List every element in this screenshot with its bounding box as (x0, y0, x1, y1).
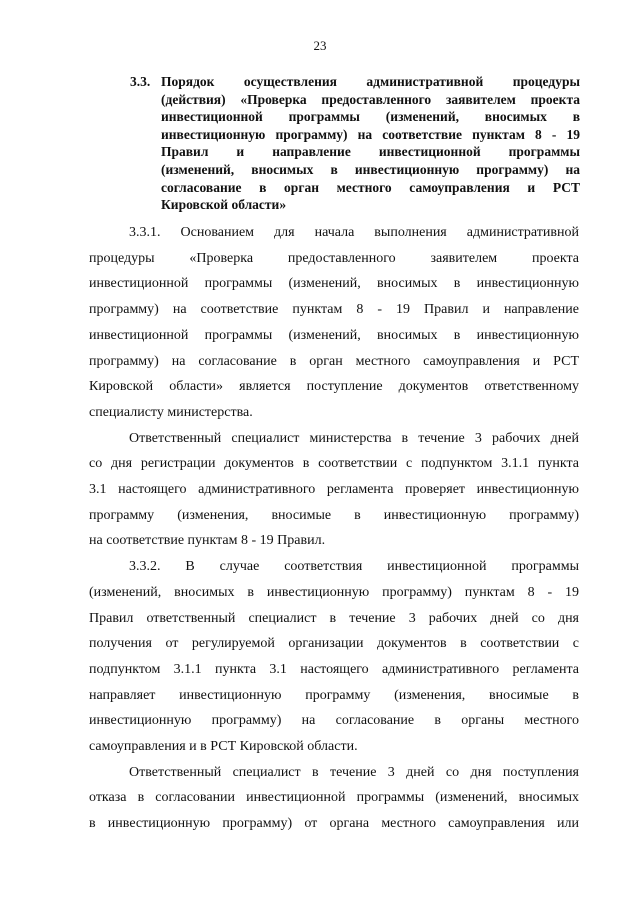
text-line: программу) на согласование в орган местного самоуправления и РСТ (89, 353, 579, 369)
text-line: инвестиционной программы (изменений, вносимых в инвестиционную (89, 327, 579, 343)
text-line: Ответственный специалист министерства в течение 3 рабочих дней (129, 430, 579, 446)
page-number: 23 (313, 38, 327, 53)
paragraph-3-3-1 (89, 220, 579, 426)
text-line: получения от регулируемой организации документов в соответствии с (89, 636, 579, 652)
text-line: процедуры «Проверка предоставленного заявителем проекта (89, 250, 579, 266)
text-line: отказа в согласовании инвестиционной программы (изменений, вносимых (89, 790, 579, 806)
heading-line: инвестиционную программу) на соответствие пунктам 8 - 19 (161, 126, 580, 142)
text-line: самоуправления и в РСТ Кировской области. (89, 739, 358, 755)
paragraph-3-3-2 (89, 554, 579, 760)
section-number: 3.3. (130, 74, 151, 89)
text-line: Ответственный специалист в течение 3 дней со дня поступления (129, 764, 579, 780)
text-line: инвестиционной программы (изменений, вносимых в инвестиционную (89, 276, 579, 292)
section-heading (130, 73, 580, 214)
heading-line: (действия) «Проверка предоставленного заявителем проекта (161, 91, 580, 107)
heading-line: Правил и направление инвестиционной программы (161, 144, 580, 160)
text-line: 3.3.2. В случае соответствия инвестиционной программы (129, 559, 579, 575)
text-line: 3.1 настоящего административного регламента проверяет инвестиционную (89, 482, 579, 498)
text-line: со дня регистрации документов в соответствии с подпунктом 3.1.1 пункта (89, 456, 579, 472)
heading-line: Кировской области» (161, 197, 287, 213)
heading-line: согласование в орган местного самоуправления и РСТ (161, 179, 580, 195)
text-line: Кировской области» является поступление документов ответственному (89, 379, 579, 395)
paragraph-specialist-check (89, 426, 579, 555)
text-line: (изменений, вносимых в инвестиционную программу) пунктам 8 - 19 (89, 584, 579, 600)
text-line: 3.3.1. Основанием для начала выполнения административной (129, 225, 579, 240)
text-line: направляет инвестиционную программу (изменения, вносимые в (89, 687, 579, 703)
document-body (89, 220, 579, 837)
text-line: программу) на соответствие пунктам 8 - 19 Правил и направление (89, 302, 579, 318)
text-line: подпунктом 3.1.1 пункта 3.1 настоящего административного регламента (89, 661, 579, 677)
text-line: инвестиционную программу) на согласование в органы местного (89, 713, 579, 729)
heading-line: (изменений, вносимых в инвестиционную программу) на (161, 161, 580, 177)
heading-line: инвестиционной программы (изменений, вносимых в (161, 109, 580, 125)
text-line: программу (изменения, вносимые в инвестиционную программу) (89, 507, 579, 523)
text-line: специалисту министерства. (89, 404, 253, 420)
paragraph-refusal (89, 760, 579, 837)
text-line: Правил ответственный специалист в течение 3 рабочих дней со дня (89, 610, 579, 626)
heading-line: Порядок осуществления административной процедуры (161, 74, 580, 89)
text-line: на соответствие пунктам 8 - 19 Правил. (89, 533, 326, 549)
text-line: в инвестиционную программу) от органа местного самоуправления или (89, 816, 579, 832)
